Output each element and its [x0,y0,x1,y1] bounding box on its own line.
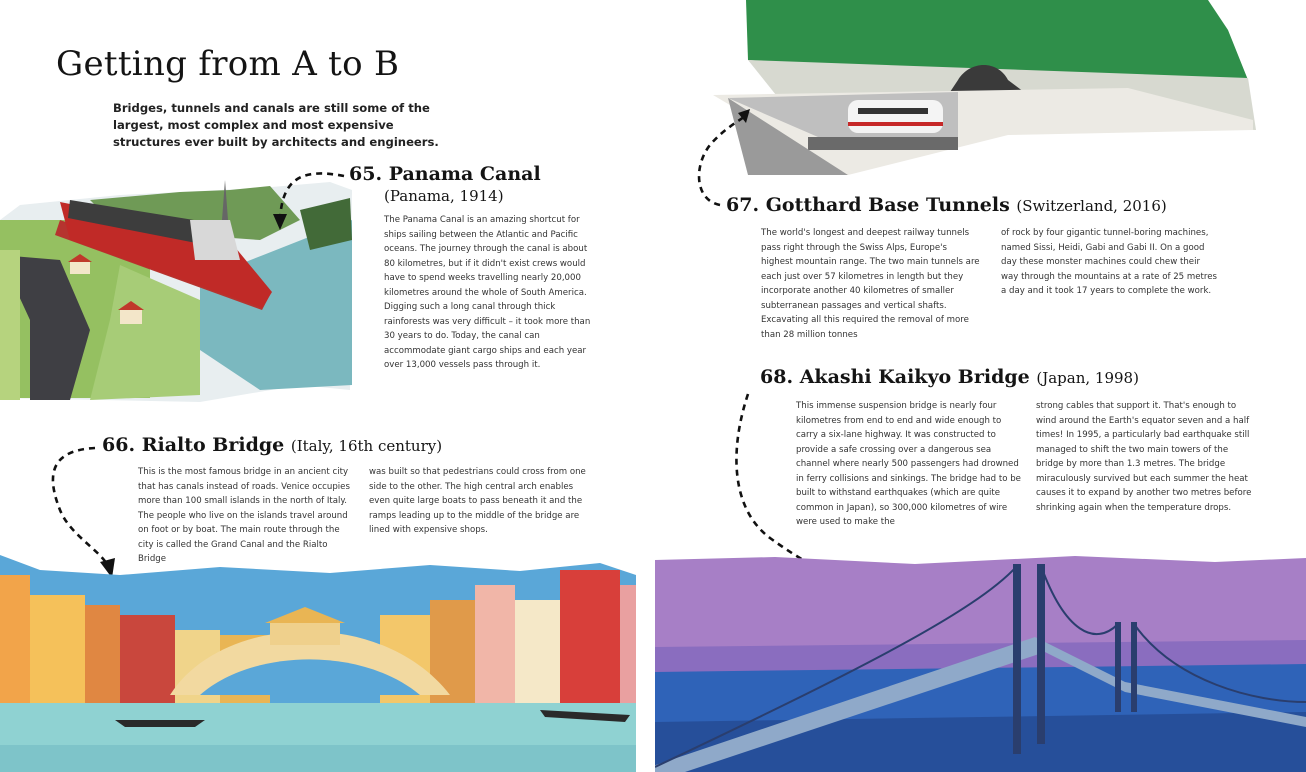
gotthard-detail: (Switzerland, 2016) [1016,197,1167,215]
akashi-text-col2: strong cables that support it. That's enough to wind around the Earth's equator seven and a half times! In 1995, a particularly bad earthquake still managed to shift the two main towers of the bridge by more than 1.3 metres. The bridge miraculously survived but each summer the heat causes it to expand by another two metres before shrinking again when the temperature drops. [1036,401,1252,513]
akashi-heading [760,366,1139,388]
rialto-heading [102,434,442,456]
rialto-text-col1: This is the most famous bridge in an ancient city that has canals instead of roads. Venice occupies more than 100 small islands in the north of Italy. The people who live on the islands travel around on foot or by boat. The main route through the city is called the Grand Canal and the Rialto Bridge [138,467,350,564]
akashi-text-col1: This immense suspension bridge is nearly four kilometres from end to end and wide enough to carry a six-lane highway. It was constructed to provide a safe crossing over a dangerous sea channel where nearly 500 passengers had drowned in ferry collisions and sinkings. The bridge had to be built to withstand earthquakes (which are quite common in Japan), so 300,000 kilometres of wire were used to make the [796,401,1021,527]
akashi-detail: (Japan, 1998) [1036,369,1139,387]
panama-detail-line [384,184,504,206]
gotthard-tunnel-illustration [708,0,1258,185]
gotthard-name: Gotthard Base Tunnels [765,194,1010,216]
gotthard-text-col2: of rock by four gigantic tunnel-boring machines, named Sissi, Heidi, Gabi and Gabi II. On a good day these monster machines could chew their way through the mountains at a rate of 25 metres a day and it took 17 years to complete the work. [1001,228,1218,296]
akashi-name: Akashi Kaikyo Bridge [799,366,1030,388]
akashi-bridge-illustration [655,552,1306,772]
gotthard-number: 67. [726,194,760,216]
rialto-text-col2: was built so that pedestrians could cross from one side to the other. The high central arch enables even quite large boats to pass beneath it and the ramps leading up to the middle of the bridge are lined with expensive shops. [369,467,586,535]
gotthard-text-col1: The world's longest and deepest railway tunnels pass right through the Swiss Alps, Europe's highest mountain range. The two main tunnels are each just over 57 kilometres in length but they incorporate another 40 kilometres of smaller subterranean passages and vertical shafts. Excavating all this required the removal of more than 28 million tonnes [761,228,980,340]
panama-text: The Panama Canal is an amazing shortcut for ships sailing between the Atlantic and Pacific oceans. The journey through the canal is about 80 kilometres, but if it didn't exist crews would have to spend weeks travelling nearly 20,000 kilometres around the whole of South America. Digging such a long canal through thick rainforests was very difficult – it took more than 30 years to do. Today, the canal can accommodate giant cargo ships and each year over 13,000 vessels pass through it. [384,215,591,370]
gotthard-heading [726,194,1167,216]
rialto-number: 66. [102,434,136,456]
panama-name: Panama Canal [388,163,541,185]
panama-number: 65. [349,163,383,185]
page-title: Getting from A to B [56,44,400,84]
panama-heading [349,163,541,185]
panama-detail: (Panama, 1914) [384,187,504,205]
rialto-detail: (Italy, 16th century) [290,437,443,455]
intro-text: Bridges, tunnels and canals are still some of the largest, most complex and most expensive structures ever built by architects and engineers. [113,101,439,149]
akashi-number: 68. [760,366,794,388]
rialto-name: Rialto Bridge [141,434,285,456]
arrow-panama [262,160,352,235]
rialto-bridge-illustration [0,545,636,772]
